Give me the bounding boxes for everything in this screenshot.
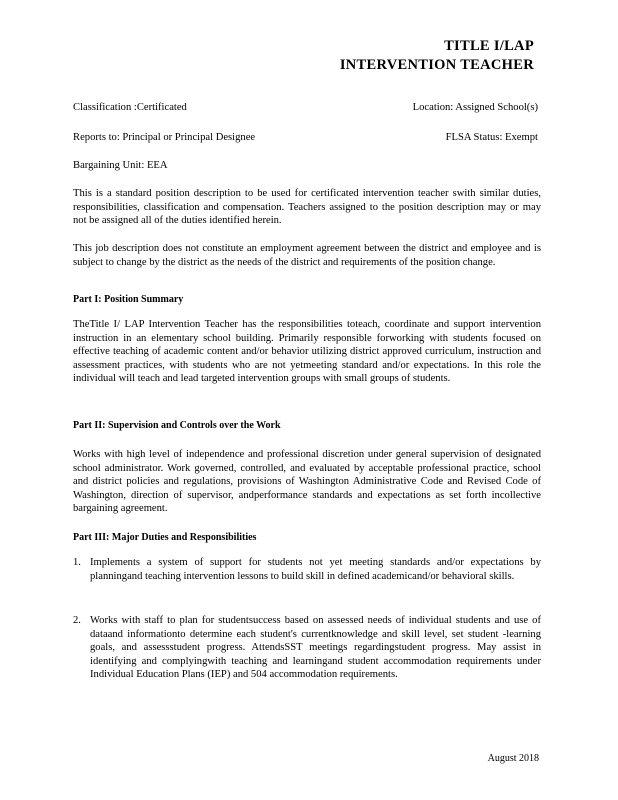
document-title bbox=[340, 37, 534, 75]
duties-list-2 bbox=[73, 614, 541, 682]
list-item-number: 1. bbox=[73, 557, 81, 568]
part1-text: TheTitle I/ LAP Intervention Teacher has the responsibilities toteach, coordinate and support intervention instruction in an elementary school building. Primarily responsible forworking with students focused on effective teaching of academic content and/or behavior utilizing district approved curriculum, instruction and assessment practices, with students who are not yetmeeting standard and/or expectations. In this role the individual will teach and lead targeted intervention groups with small groups of students. bbox=[73, 319, 541, 384]
part3-heading: Part III: Major Duties and Responsibilities bbox=[73, 532, 257, 543]
location-field: Location: Assigned School(s) bbox=[412, 102, 538, 113]
title-line-2: INTERVENTION TEACHER bbox=[339, 57, 534, 73]
part1-heading: Part I: Position Summary bbox=[73, 294, 184, 305]
list-item-text: Works with staff to plan for studentsuccess based on assessed needs of individual students and use of dataand informationto determine each student's currentknowledge and skill level, set student -learning goals, and assessstudent progress. AttendsSST meetings regardingstudent progress. May assist in identifying and complyingwith teaching and learningand student accommodation requirements under Individual Education Plans (IEP) and 504 accommodation requirements. bbox=[90, 615, 541, 680]
list-item bbox=[73, 556, 541, 583]
bargaining-unit-field: Bargaining Unit: EEA bbox=[73, 160, 168, 171]
reports-to-field: Reports to: Principal or Principal Designee bbox=[73, 132, 256, 143]
list-item-text: Implements a system of support for students not yet meeting standards and/or expectations by planningand teaching intervention lessons to build skill in defined academicand/or behavioral skills. bbox=[90, 557, 541, 582]
list-item-number: 2. bbox=[73, 615, 81, 626]
flsa-status-field: FLSA Status: Exempt bbox=[445, 132, 538, 143]
part2-text: Works with high level of independence and professional discretion under general supervision of designated school administrator. Work governed, controlled, and evaluated by acceptable professional practice, school and district policies and regulations, provisions of Washington Administrative Code and Revised Code of Washington, direction of supervisor, andperformance standards and expectations as set forth incollective bargaining agreement. bbox=[73, 449, 541, 514]
title-line-1: TITLE I/LAP bbox=[444, 38, 534, 54]
list-item bbox=[73, 614, 541, 682]
intro-paragraph-2: This job description does not constitute an employment agreement between the district and employee and is subject to change by the district as the needs of the district and requirements of the position change. bbox=[73, 243, 541, 268]
intro-paragraph-1: This is a standard position description to be used for certificated intervention teacher swith similar duties, responsibilities, classification and compensation. Teachers assigned to the position description may or may not be assigned all of the duties identified herein. bbox=[73, 188, 541, 226]
footer-date: August 2018 bbox=[487, 753, 539, 764]
part2-heading: Part II: Supervision and Controls over the Work bbox=[73, 420, 281, 431]
duties-list bbox=[73, 556, 541, 583]
classification-field: Classification :Certificated bbox=[73, 102, 187, 113]
meta-row-2 bbox=[73, 131, 538, 145]
meta-row-1 bbox=[73, 101, 538, 115]
